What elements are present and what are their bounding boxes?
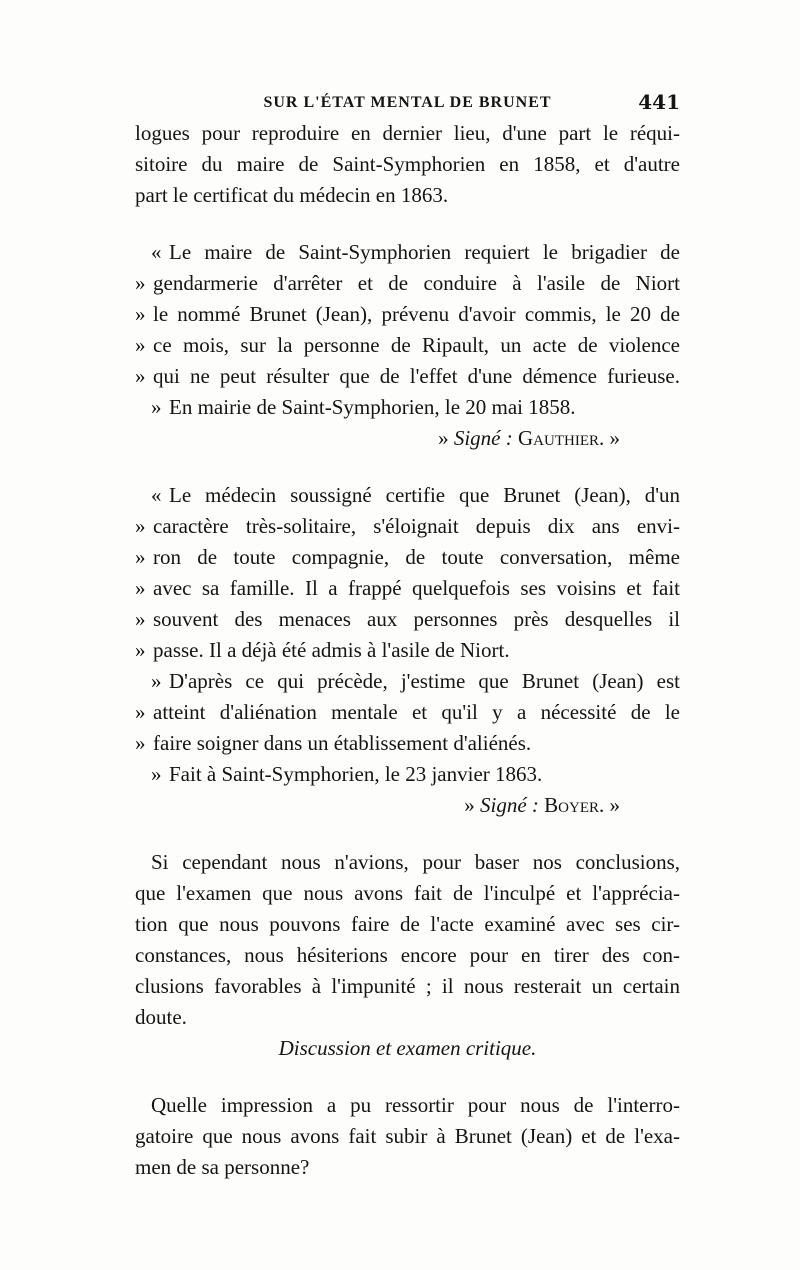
page-number: 441: [638, 90, 680, 114]
quote-text: gendarmerie d'arrêter et de conduire à l'asile de Niort: [153, 271, 680, 295]
quote-text: passe. Il a déjà été admis à l'asile de Niort.: [153, 638, 510, 662]
paragraph-conclusion: [135, 847, 680, 1033]
text-line: que l'examen que nous avons fait de l'inculpé et l'apprécia-: [135, 881, 680, 905]
quote-text: atteint d'aliénation mentale et qu'il y a nécessité de le: [153, 700, 680, 724]
quote-line: [135, 542, 680, 573]
quote-mark: «: [151, 483, 162, 507]
text-line: doute.: [135, 1005, 187, 1029]
quote-text: avec sa famille. Il a frappé quelquefois ses voisins et fait: [153, 576, 680, 600]
quote-line: [135, 237, 680, 268]
quote-text: Le maire de Saint-Symphorien requiert le brigadier de: [169, 240, 680, 264]
sig-suffix: »: [609, 793, 620, 817]
quote-text: D'après ce qui précède, j'estime que Brunet (Jean) est: [169, 669, 680, 693]
body-text: [135, 118, 680, 1183]
quote-line: [135, 392, 680, 423]
sig-label: Signé :: [453, 426, 513, 450]
text-line: gatoire que nous avons fait subir à Brunet (Jean) et de l'exa-: [135, 1124, 680, 1148]
quote-text: Le médecin soussigné certifie que Brunet (Jean), d'un: [169, 483, 680, 507]
running-head: [135, 90, 680, 120]
quote-mark: «: [151, 240, 162, 264]
quote-text: ce mois, sur la personne de Ripault, un acte de violence: [153, 333, 680, 357]
quote-line: [135, 480, 680, 511]
quote-line: [135, 330, 680, 361]
section-title: Discussion et examen critique.: [278, 1036, 537, 1060]
quote-mark: »: [135, 333, 146, 357]
quote-mark: »: [135, 545, 146, 569]
text-line: logues pour reproduire en dernier lieu, d'une part le réqui-: [135, 121, 680, 145]
text-line: Si cependant nous n'avions, pour baser nos conclusions,: [151, 850, 680, 874]
signature-boyer: [135, 790, 680, 821]
paragraph-question: [135, 1090, 680, 1183]
quote-text: Fait à Saint-Symphorien, le 23 janvier 1863.: [169, 762, 543, 786]
quote-doctor: [135, 480, 680, 821]
quote-text: faire soigner dans un établissement d'aliénés.: [153, 731, 532, 755]
quote-line: [135, 666, 680, 697]
quote-mark: »: [135, 576, 146, 600]
quote-line: [135, 759, 680, 790]
quote-mark: »: [135, 700, 146, 724]
sig-suffix: »: [609, 426, 620, 450]
quote-line: [135, 299, 680, 330]
quote-line: [135, 604, 680, 635]
sig-prefix: »: [464, 793, 475, 817]
text-line: sitoire du maire de Saint-Symphorien en 1858, et d'autre: [135, 152, 680, 176]
text-line: clusions favorables à l'impunité ; il nous resterait un certain: [135, 974, 680, 998]
quote-mark: »: [135, 271, 146, 295]
running-title: SUR L'ÉTAT MENTAL DE BRUNET: [263, 94, 552, 111]
quote-mark: »: [135, 302, 146, 326]
quote-text: ron de toute compagnie, de toute conversation, même: [153, 545, 680, 569]
quote-text: qui ne peut résulter que de l'effet d'une démence furieuse.: [153, 364, 680, 388]
quote-line: [135, 573, 680, 604]
quote-mark: »: [135, 514, 146, 538]
text-line: tion que nous pouvons faire de l'acte examiné avec ses cir-: [135, 912, 680, 936]
quote-text: caractère très-solitaire, s'éloignait depuis dix ans envi-: [153, 514, 680, 538]
quote-line: [135, 511, 680, 542]
quote-mark: »: [151, 762, 162, 786]
sig-label: Signé :: [480, 793, 539, 817]
quote-line: [135, 268, 680, 299]
quote-line: [135, 728, 680, 759]
quote-mark: »: [135, 638, 146, 662]
paragraph-intro: [135, 118, 680, 211]
quote-mark: »: [135, 731, 146, 755]
signature-gauthier: [135, 423, 680, 454]
text-line: constances, nous hésiterions encore pour en tirer des con-: [135, 943, 680, 967]
quote-text: En mairie de Saint-Symphorien, le 20 mai 1858.: [169, 395, 576, 419]
sig-name: Gauthier.: [518, 426, 605, 450]
text-line: men de sa personne?: [135, 1155, 310, 1179]
quote-mark: »: [151, 669, 162, 693]
quote-line: [135, 697, 680, 728]
quote-text: souvent des menaces aux personnes près desquelles il: [153, 607, 680, 631]
text-line: Quelle impression a pu ressortir pour nous de l'interro-: [151, 1093, 680, 1117]
quote-line: [135, 361, 680, 392]
quote-mark: »: [151, 395, 162, 419]
quote-mark: »: [135, 607, 146, 631]
quote-text: le nommé Brunet (Jean), prévenu d'avoir commis, le 20 de: [153, 302, 680, 326]
sig-name: Boyer.: [544, 793, 605, 817]
quote-mark: »: [135, 364, 146, 388]
sig-prefix: »: [438, 426, 449, 450]
quote-mayor: [135, 237, 680, 454]
quote-line: [135, 635, 680, 666]
text-line: part le certificat du médecin en 1863.: [135, 183, 449, 207]
